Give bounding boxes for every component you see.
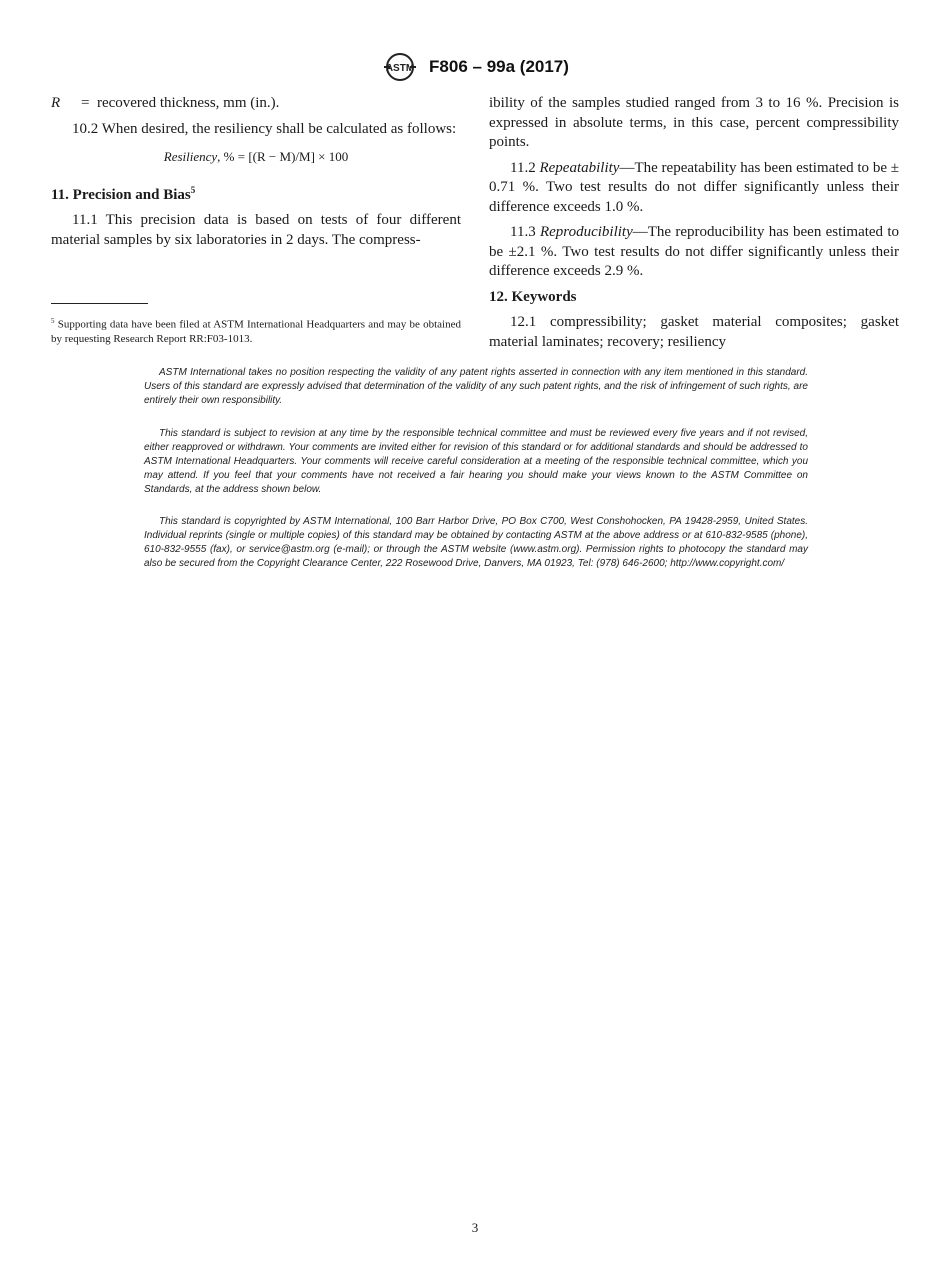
paragraph-11-1-continued: ibility of the samples studied ranged from 3 to 16 %. Precision is expressed in absolute terms, in this case, percent compressibility points. — [489, 95, 899, 150]
footnote-mark: 5 — [51, 317, 55, 325]
definition-text: = recovered thickness, mm (in.). — [81, 95, 280, 111]
footnote-ref: 5 — [190, 184, 196, 195]
resiliency-equation — [51, 147, 461, 167]
footnote — [51, 314, 461, 346]
copyright-notice: This standard is copyrighted by ASTM International, 100 Barr Harbor Drive, PO Box C700, West Conshohocken, PA 19428-2959, United States. Individual reprints (single or multiple copies) of this standard may be obtained by contacting ASTM at the above address or at 610-832-9585 (phone), 610-832-9555 (fax), or service@astm.org (e-mail); or through the ASTM website (www.astm.org). Permission rights to photocopy the standard may also be secured from the Copyright Clearance Center, 222 Rosewood Drive, Danvers, MA 01923, Tel: (978) 646-2600; http://www.copyright.com/ — [144, 516, 808, 569]
p11-3-term: Reproducibility — [539, 224, 633, 240]
equation-mid: , % = — [217, 149, 249, 164]
standard-designation: F806 – 99a (2017) — [429, 57, 569, 76]
paragraph-11-3 — [489, 223, 899, 282]
p11-2-number: 11.2 — [510, 159, 540, 176]
p11-2-text: —The repeatability has been estimated to be ± 0.71 %. Two test results do not differ significantly unless their difference exceeds 1.0 %. — [489, 159, 899, 215]
definition-symbol: R — [51, 95, 61, 111]
paragraph-11-1: 11.1 This precision data is based on tests of four different material samples by six laboratories in 2 days. The compress- — [51, 212, 461, 248]
paragraph-11-2 — [489, 159, 899, 218]
revision-notice: This standard is subject to revision at any time by the responsible technical committee and must be reviewed every five years and if not revised, either reapproved or withdrawn. Your comments are invited either for revision of this standard or for additional standards and should be addressed to ASTM International Headquarters. Your comments will receive careful consideration at a meeting of the responsible technical committee, which you may attend. If you feel that your comments have not received a fair hearing you should make your views known to the ASTM Committee on Standards, at the address shown below. — [144, 428, 808, 495]
footnote-divider — [51, 303, 148, 304]
right-column — [489, 94, 899, 358]
svg-text:ASTM: ASTM — [385, 63, 415, 74]
p11-2-term: Repeatability — [539, 159, 620, 176]
astm-logo-icon — [381, 52, 419, 82]
page-number: 3 — [471, 1220, 479, 1235]
p11-3-text: —The reproducibility has been estimated to be ±2.1 %. Two test results do not differ significantly unless their difference exceeds 2.9 %. — [489, 224, 899, 279]
section-11-title: 11. Precision and Bias — [51, 186, 191, 203]
section-12-heading: 12. Keywords — [489, 288, 577, 305]
left-column — [51, 94, 461, 256]
footnote-text: Supporting data have been filed at ASTM International Headquarters and may be obtained by requesting Research Report RR:F03-1013. — [51, 318, 461, 345]
definition-R — [51, 94, 461, 114]
patent-notice: ASTM International takes no position respecting the validity of any patent rights asserted in connection with any item mentioned in this standard. Users of this standard are expressly advised that determination of the validity of any such patent rights, and the risk of infringement of such rights, are entirely their own responsibility. — [144, 367, 808, 406]
page-header — [0, 52, 950, 86]
section-11-heading — [51, 181, 461, 206]
equation-rhs: [(R − M)/M] × 100 — [248, 149, 349, 164]
paragraph-12-1: 12.1 compressibility; gasket material composites; gasket material laminates; recovery; resiliency — [489, 314, 899, 350]
equation-lhs: Resiliency — [163, 149, 218, 164]
p11-3-number: 11.3 — [510, 224, 540, 240]
paragraph-10-2: 10.2 When desired, the resiliency shall be calculated as follows: — [72, 120, 457, 137]
